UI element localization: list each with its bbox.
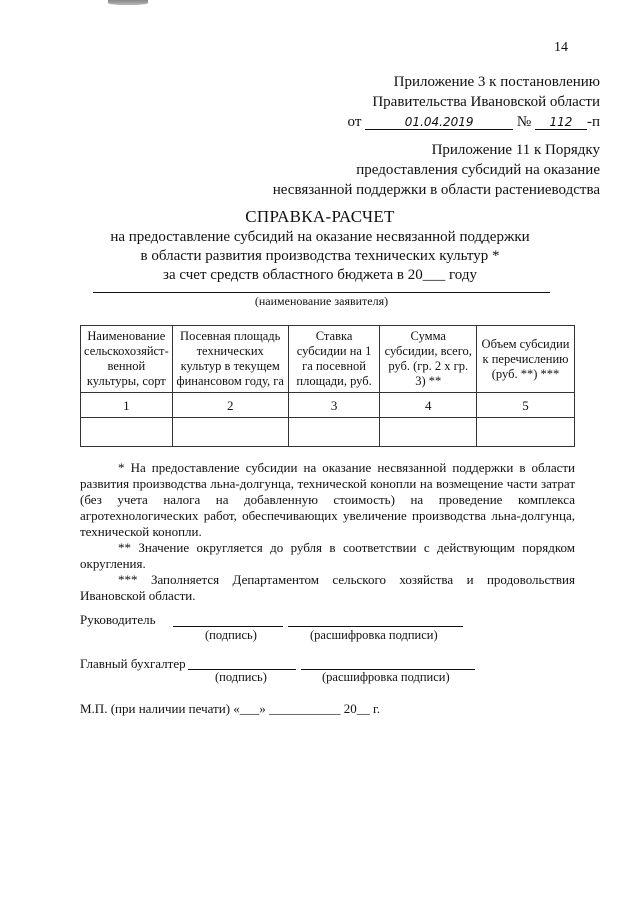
header-crop-name: Наименование сельскохозяйст-венной культуры, сорт bbox=[81, 326, 173, 393]
accountant-decoding-field[interactable] bbox=[301, 657, 475, 670]
column-number: 1 bbox=[81, 393, 173, 418]
document-title bbox=[0, 206, 640, 285]
calculation-table bbox=[80, 325, 575, 447]
footnote-1: * На предоставление субсидии на оказание несвязанной поддержки в области развития производства льна-долгунца, технической конопли на возмещение части затрат (без учета налога на добавленную стоимость) на проведение комплекса агротехнологических работ, обеспечивающих увеличение производства льна-долгунца, технической конопли. bbox=[80, 460, 575, 539]
page-number: 14 bbox=[554, 40, 568, 55]
header-sown-area: Посевная площадь технических культур в текущем финансовом году, га bbox=[172, 326, 288, 393]
applicant-caption: (наименование заявителя) bbox=[254, 294, 389, 308]
scan-artifact bbox=[108, 0, 148, 5]
table-cell[interactable] bbox=[380, 418, 477, 447]
approval-line-2: Правительства Ивановской области bbox=[372, 94, 600, 110]
table-column-numbers-row bbox=[81, 393, 575, 418]
head-decoding-caption: (расшифровка подписи) bbox=[310, 628, 438, 642]
footnote-3: *** Заполняется Департаментом сельского хозяйства и продовольствия Ивановской области. bbox=[80, 572, 575, 603]
number-suffix: -п bbox=[586, 114, 600, 130]
appendix-line-3: несвязанной поддержки в области растениеводства bbox=[272, 182, 600, 198]
accountant-signature-field[interactable] bbox=[188, 657, 296, 670]
from-label: от bbox=[347, 114, 362, 130]
column-number: 3 bbox=[288, 393, 380, 418]
column-number: 5 bbox=[477, 393, 575, 418]
footnote-2: ** Значение округляется до рубля в соответствии с действующим порядком округления. bbox=[80, 540, 575, 571]
approval-block bbox=[348, 72, 600, 132]
appendix-block bbox=[273, 140, 600, 200]
head-decoding-field[interactable] bbox=[288, 614, 463, 627]
title-line-3: за счет средств областного бюджета в 20___ году bbox=[163, 267, 477, 283]
table-cell[interactable] bbox=[477, 418, 575, 447]
table-cell[interactable] bbox=[288, 418, 380, 447]
header-rate: Ставка субсидии на 1 га посевной площади, руб. bbox=[288, 326, 380, 393]
column-number: 2 bbox=[172, 393, 288, 418]
approval-line-3 bbox=[348, 112, 600, 132]
handwritten-date: 01.04.2019 bbox=[365, 115, 513, 130]
column-number: 4 bbox=[380, 393, 477, 418]
number-sign: № bbox=[516, 114, 532, 130]
appendix-line-1: Приложение 11 к Порядку bbox=[431, 142, 600, 158]
table-header-row bbox=[81, 326, 575, 393]
table-cell[interactable] bbox=[172, 418, 288, 447]
header-transfer-amount: Объем субсидии к перечислению (руб. **) *** bbox=[477, 326, 575, 393]
appendix-line-2: предоставления субсидий на оказание bbox=[356, 162, 600, 178]
head-signature-label: Руководитель bbox=[80, 612, 156, 627]
accountant-signature-label: Главный бухгалтер bbox=[80, 656, 186, 671]
accountant-decoding-caption: (расшифровка подписи) bbox=[322, 670, 450, 684]
accountant-signature-caption: (подпись) bbox=[215, 670, 267, 684]
handwritten-number: 112 bbox=[535, 115, 587, 130]
head-signature-field[interactable] bbox=[173, 614, 283, 627]
title-main: СПРАВКА-РАСЧЕТ bbox=[245, 207, 395, 226]
title-line-1: на предоставление субсидий на оказание несвязанной поддержки bbox=[110, 229, 530, 245]
footnotes bbox=[80, 460, 575, 604]
header-total-sum: Сумма субсидии, всего, руб. (гр. 2 х гр. 3) ** bbox=[380, 326, 477, 393]
head-signature-caption: (подпись) bbox=[205, 628, 257, 642]
table-row bbox=[81, 418, 575, 447]
stamp-date-line: М.П. (при наличии печати) «___» ___________ 20__ г. bbox=[80, 701, 381, 716]
approval-line-1: Приложение 3 к постановлению bbox=[393, 74, 600, 90]
applicant-name-field[interactable] bbox=[93, 292, 550, 293]
table-cell[interactable] bbox=[81, 418, 173, 447]
title-line-2: в области развития производства технических культур * bbox=[140, 248, 500, 264]
